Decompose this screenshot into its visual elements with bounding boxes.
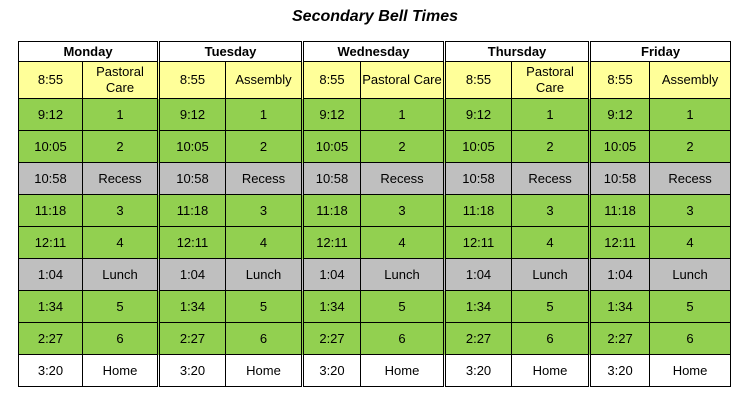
period-cell: 3	[512, 195, 590, 227]
time-cell: 10:58	[159, 163, 226, 195]
time-cell: 1:34	[303, 291, 361, 323]
time-cell: 10:58	[303, 163, 361, 195]
period-cell: Assembly	[226, 62, 303, 99]
time-cell: 1:34	[159, 291, 226, 323]
schedule-row	[19, 355, 731, 387]
period-cell: 3	[226, 195, 303, 227]
bell-times-body	[19, 62, 731, 387]
time-cell: 9:12	[445, 99, 512, 131]
time-cell: 9:12	[590, 99, 650, 131]
time-cell: 10:58	[19, 163, 83, 195]
period-cell: 4	[226, 227, 303, 259]
day-header-monday: Monday	[19, 42, 159, 62]
period-cell: Assembly	[650, 62, 731, 99]
time-cell: 8:55	[445, 62, 512, 99]
period-cell: 6	[650, 323, 731, 355]
time-cell: 2:27	[445, 323, 512, 355]
day-header-tuesday: Tuesday	[159, 42, 303, 62]
period-cell: 6	[226, 323, 303, 355]
bell-times-table	[18, 41, 731, 387]
period-cell: 4	[512, 227, 590, 259]
time-cell: 1:04	[159, 259, 226, 291]
period-cell: Home	[650, 355, 731, 387]
time-cell: 10:58	[590, 163, 650, 195]
period-cell: 2	[83, 131, 159, 163]
period-cell: 5	[512, 291, 590, 323]
period-cell: 4	[650, 227, 731, 259]
period-cell: Home	[226, 355, 303, 387]
schedule-row	[19, 291, 731, 323]
time-cell: 2:27	[159, 323, 226, 355]
time-cell: 3:20	[590, 355, 650, 387]
time-cell: 1:04	[19, 259, 83, 291]
period-cell: 1	[83, 99, 159, 131]
time-cell: 12:11	[303, 227, 361, 259]
period-cell: 5	[650, 291, 731, 323]
page-title: Secondary Bell Times	[292, 8, 458, 25]
time-cell: 10:05	[159, 131, 226, 163]
time-cell: 12:11	[159, 227, 226, 259]
period-cell: 6	[83, 323, 159, 355]
period-cell: Home	[361, 355, 445, 387]
time-cell: 10:05	[590, 131, 650, 163]
period-cell: Recess	[226, 163, 303, 195]
time-cell: 9:12	[303, 99, 361, 131]
schedule-row	[19, 195, 731, 227]
time-cell: 12:11	[590, 227, 650, 259]
period-cell: 2	[650, 131, 731, 163]
time-cell: 2:27	[590, 323, 650, 355]
time-cell: 10:05	[303, 131, 361, 163]
time-cell: 8:55	[303, 62, 361, 99]
time-cell: 11:18	[19, 195, 83, 227]
schedule-row	[19, 131, 731, 163]
day-header-wednesday: Wednesday	[303, 42, 445, 62]
period-cell: Recess	[83, 163, 159, 195]
time-cell: 1:34	[445, 291, 512, 323]
period-cell: Lunch	[361, 259, 445, 291]
period-cell: 1	[650, 99, 731, 131]
time-cell: 11:18	[159, 195, 226, 227]
time-cell: 8:55	[159, 62, 226, 99]
time-cell: 2:27	[303, 323, 361, 355]
period-cell: 6	[512, 323, 590, 355]
time-cell: 10:05	[445, 131, 512, 163]
time-cell: 3:20	[445, 355, 512, 387]
time-cell: 11:18	[303, 195, 361, 227]
period-cell: 2	[226, 131, 303, 163]
period-cell: 5	[226, 291, 303, 323]
period-cell: 5	[361, 291, 445, 323]
period-cell: 4	[361, 227, 445, 259]
period-cell: 1	[361, 99, 445, 131]
time-cell: 3:20	[19, 355, 83, 387]
period-cell: Home	[83, 355, 159, 387]
time-cell: 8:55	[19, 62, 83, 99]
period-cell: Recess	[512, 163, 590, 195]
period-cell: Pastoral Care	[361, 62, 445, 99]
time-cell: 12:11	[445, 227, 512, 259]
day-header-friday: Friday	[590, 42, 731, 62]
period-cell: 6	[361, 323, 445, 355]
period-cell: Lunch	[226, 259, 303, 291]
period-cell: 4	[83, 227, 159, 259]
period-cell: Lunch	[83, 259, 159, 291]
day-header-thursday: Thursday	[445, 42, 590, 62]
period-cell: 5	[83, 291, 159, 323]
time-cell: 2:27	[19, 323, 83, 355]
header-row	[19, 42, 731, 62]
time-cell: 9:12	[19, 99, 83, 131]
time-cell: 1:34	[590, 291, 650, 323]
time-cell: 1:04	[445, 259, 512, 291]
period-cell: 3	[361, 195, 445, 227]
time-cell: 3:20	[303, 355, 361, 387]
period-cell: Pastoral Care	[512, 62, 590, 99]
schedule-row	[19, 99, 731, 131]
time-cell: 10:05	[19, 131, 83, 163]
period-cell: 3	[650, 195, 731, 227]
period-cell: 1	[226, 99, 303, 131]
period-cell: Lunch	[650, 259, 731, 291]
period-cell: 2	[361, 131, 445, 163]
period-cell: Recess	[361, 163, 445, 195]
time-cell: 1:34	[19, 291, 83, 323]
time-cell: 8:55	[590, 62, 650, 99]
schedule-row	[19, 259, 731, 291]
schedule-row	[19, 227, 731, 259]
period-cell: 1	[512, 99, 590, 131]
schedule-row	[19, 323, 731, 355]
time-cell: 12:11	[19, 227, 83, 259]
period-cell: Lunch	[512, 259, 590, 291]
schedule-row	[19, 163, 731, 195]
time-cell: 1:04	[590, 259, 650, 291]
time-cell: 3:20	[159, 355, 226, 387]
period-cell: 3	[83, 195, 159, 227]
time-cell: 9:12	[159, 99, 226, 131]
time-cell: 11:18	[445, 195, 512, 227]
period-cell: Home	[512, 355, 590, 387]
period-cell: Recess	[650, 163, 731, 195]
schedule-row	[19, 62, 731, 99]
time-cell: 11:18	[590, 195, 650, 227]
period-cell: Pastoral Care	[83, 62, 159, 99]
time-cell: 10:58	[445, 163, 512, 195]
time-cell: 1:04	[303, 259, 361, 291]
period-cell: 2	[512, 131, 590, 163]
